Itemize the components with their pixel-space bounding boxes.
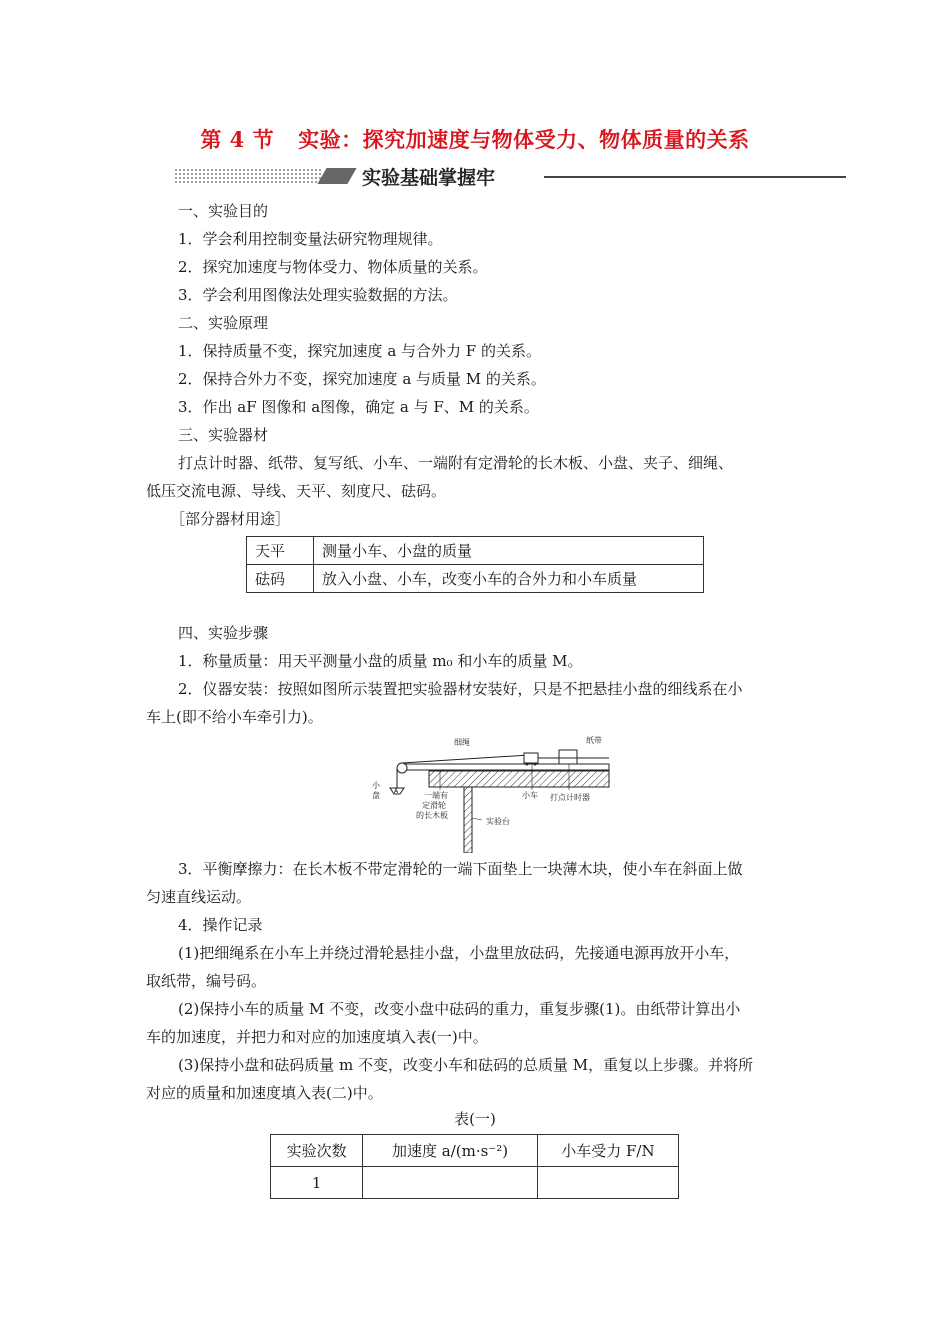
table-row	[271, 1167, 679, 1199]
table-cell: 1	[271, 1167, 363, 1199]
table-row	[247, 565, 704, 593]
equipment-subheading: ［部分器材用途］	[170, 510, 291, 528]
equipment-text: 低压交流电源、导线、天平、刻度尺、砝码。	[146, 482, 447, 500]
table-cell: 天平	[247, 537, 314, 565]
label-board: 的长木板	[416, 811, 448, 820]
label-tape: 纸带	[586, 736, 602, 745]
step-4: 4．操作记录	[178, 916, 263, 934]
op-3-cont: 对应的质量和加速度填入表(二)中。	[146, 1084, 383, 1102]
table-cell	[363, 1167, 537, 1199]
data-table-1	[270, 1134, 679, 1199]
banner-rule	[544, 176, 846, 178]
op-3: (3)保持小盘和砝码质量 m 不变，改变小车和砝码的总质量 M，重复以上步骤。并将所	[178, 1056, 754, 1074]
label-board: 定滑轮	[422, 801, 446, 810]
table-header: 小车受力 F/N	[537, 1135, 678, 1167]
step-2-cont: 车上(即不给小车牵引力)。	[146, 708, 323, 726]
svg-text:A: A	[394, 788, 399, 795]
purpose-item: 3．学会利用图像法处理实验数据的方法。	[178, 286, 458, 304]
heading-principle: 二、实验原理	[178, 314, 269, 332]
step-1: 1．称量质量：用天平测量小盘的质量 m₀ 和小车的质量 M。	[178, 652, 583, 670]
table-cell: 测量小车、小盘的质量	[314, 537, 704, 565]
purpose-item: 1．学会利用控制变量法研究物理规律。	[178, 230, 443, 248]
table-header: 加速度 a/(m·s⁻²)	[363, 1135, 537, 1167]
table-row	[247, 537, 704, 565]
principle-item: 2．保持合外力不变，探究加速度 a 与质量 M 的关系。	[178, 370, 546, 388]
table-cell: 砝码	[247, 565, 314, 593]
banner-dots	[174, 168, 322, 184]
heading-steps: 四、实验步骤	[178, 624, 269, 642]
table-header: 实验次数	[271, 1135, 363, 1167]
label-board: 一端有	[424, 791, 448, 800]
op-2: (2)保持小车的质量 M 不变，改变小盘中砝码的重力，重复步骤(1)。由纸带计算出小	[178, 1000, 741, 1018]
table-header-row	[271, 1135, 679, 1167]
equipment-table	[246, 536, 704, 593]
banner-slash	[317, 168, 356, 184]
banner-label: 实验基础掌握牢	[362, 167, 496, 189]
section-banner	[174, 163, 846, 189]
label-bench: 实验台	[486, 817, 510, 826]
heading-equipment: 三、实验器材	[178, 426, 269, 444]
page-title	[0, 124, 950, 154]
op-1: (1)把细绳系在小车上并绕过滑轮悬挂小盘，小盘里放砝码，先接通电源再放开小车，	[178, 944, 740, 962]
op-1-cont: 取纸带，编号码。	[146, 972, 267, 990]
purpose-item: 2．探究加速度与物体受力、物体质量的关系。	[178, 258, 488, 276]
label-pan: 小	[372, 781, 380, 790]
table-cell	[537, 1167, 678, 1199]
table1-caption: 表(一)	[454, 1110, 496, 1128]
equipment-text: 打点计时器、纸带、复写纸、小车、一端附有定滑轮的长木板、小盘、夹子、细绳、	[178, 454, 734, 472]
table-cell: 放入小盘、小车，改变小车的合外力和小车质量	[314, 565, 704, 593]
section-number: 第 4 节	[200, 127, 275, 152]
heading-purpose: 一、实验目的	[178, 202, 269, 220]
step-2: 2．仪器安装：按照如图所示装置把实验器材安装好，只是不把悬挂小盘的细线系在小	[178, 680, 743, 698]
op-2-cont: 车的加速度，并把力和对应的加速度填入表(一)中。	[146, 1028, 488, 1046]
step-3-cont: 匀速直线运动。	[146, 888, 252, 906]
principle-item: 1．保持质量不变，探究加速度 a 与合外力 F 的关系。	[178, 342, 541, 360]
apparatus-figure	[364, 728, 624, 853]
label-cart: 小车	[522, 791, 538, 800]
title-text: 实验：探究加速度与物体受力、物体质量的关系	[298, 127, 750, 152]
label-pan: 盘	[372, 791, 380, 800]
label-rope: 细绳	[454, 738, 470, 747]
step-3: 3．平衡摩擦力：在长木板不带定滑轮的一端下面垫上一块薄木块，使小车在斜面上做	[178, 860, 743, 878]
principle-item: 3．作出 aF 图像和 a图像，确定 a 与 F、M 的关系。	[178, 398, 539, 416]
label-timer: 打点计时器	[550, 793, 590, 802]
